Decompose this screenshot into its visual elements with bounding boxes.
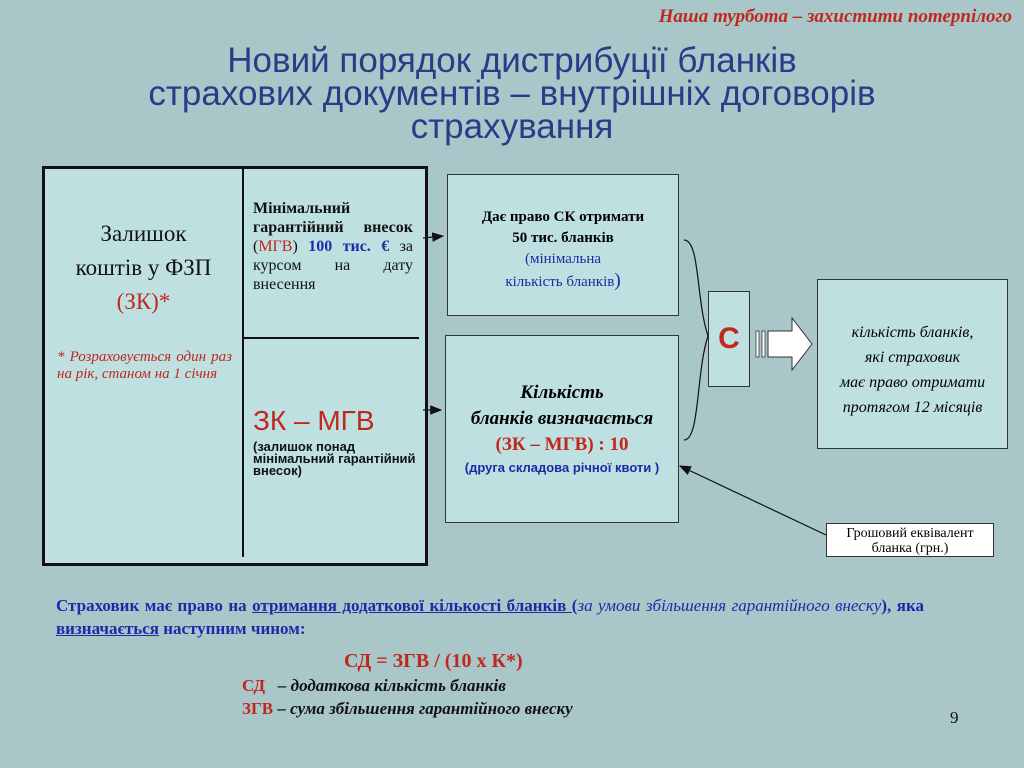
min-blanks-line-2: 50 тис. бланків	[512, 230, 614, 246]
title-line-1: Новий порядок дистрибуції бланків	[227, 41, 797, 80]
min-blanks-line-4: кількість бланків	[505, 274, 615, 290]
mgv-label: Мінімальний гарантійний внесок	[253, 200, 413, 236]
para-part-6: визначається	[56, 619, 159, 638]
para-part-2: отримання додаткової кількості бланків	[252, 596, 572, 615]
para-part-4: за умови збільшення гарантійного внеску	[577, 596, 882, 615]
blanks-count-formula: (ЗК – МГВ) : 10	[495, 434, 629, 455]
brace-icon	[684, 240, 708, 440]
min-blanks-line-1: Дає право СК отримати	[481, 209, 645, 225]
min-blanks-line-3: (мінімальна	[524, 251, 602, 267]
para-part-1: Страховик має право на	[56, 596, 253, 615]
definition-zgv	[242, 699, 573, 719]
min-blanks-close: )	[614, 270, 621, 291]
mgv-rest: за курсом на дату внесення	[253, 238, 414, 293]
sum-box: С	[708, 291, 750, 387]
balance-line-1: Залишок	[100, 221, 187, 246]
definition-sd-key: СД	[242, 676, 266, 695]
blanks-count-note: (друга складова річної квоти )	[464, 460, 660, 475]
balance-abbr: (ЗК)*	[116, 289, 171, 314]
definition-zgv-text: – сума збільшення гарантійного внеску	[273, 699, 573, 718]
balance-footnote: * Розраховується один раз на рік, станом на 1 січня	[57, 349, 232, 382]
arrow-to-minimum-box	[423, 236, 443, 238]
block-arrow-icon	[756, 318, 812, 370]
additional-blanks-paragraph	[56, 594, 924, 640]
zk-minus-mgv: ЗК – МГВ	[253, 405, 375, 436]
arrow-from-money-box	[680, 466, 826, 535]
money-line-2: бланка (грн.)	[871, 541, 949, 556]
mgv-amount: 100 тис. €	[308, 238, 390, 255]
para-part-5: ), яка	[881, 596, 924, 615]
definition-zgv-key: ЗГВ	[242, 699, 274, 718]
mgv-abbr-open: (	[253, 238, 259, 255]
slide-tagline: Наша турбота – захистити потерпілого	[658, 6, 1012, 27]
result-line-3: має право отримати	[839, 374, 986, 391]
blanks-count-line-2: бланків визначається	[470, 408, 654, 429]
result-line-1: кількість бланків,	[851, 324, 974, 341]
result-line-2: які страховик	[864, 349, 961, 366]
zk-minus-mgv-note: (залишок понад мінімальний гарантійний внесок)	[253, 439, 416, 478]
title-line-3: страхування	[410, 107, 614, 146]
page-number: 9	[950, 708, 959, 727]
money-line-1: Грошовий еквівалент	[846, 526, 974, 541]
definition-sd	[242, 676, 506, 696]
definition-sd-text: – додаткова кількість бланків	[265, 676, 506, 695]
mgv-abbr-close: )	[292, 238, 298, 255]
para-part-7: наступним чином:	[158, 619, 306, 638]
blanks-count-line-1: Кількість	[520, 382, 604, 403]
mgv-abbr: МГВ	[258, 238, 293, 255]
para-part-3: (	[571, 596, 578, 615]
title-line-2: страхових документів – внутрішніх договорів	[148, 74, 876, 113]
result-line-4: протягом 12 місяців	[842, 399, 983, 416]
balance-line-2: коштів у ФЗП	[75, 255, 212, 280]
additional-blanks-formula: СД = ЗГВ / (10 х К*)	[344, 650, 523, 672]
